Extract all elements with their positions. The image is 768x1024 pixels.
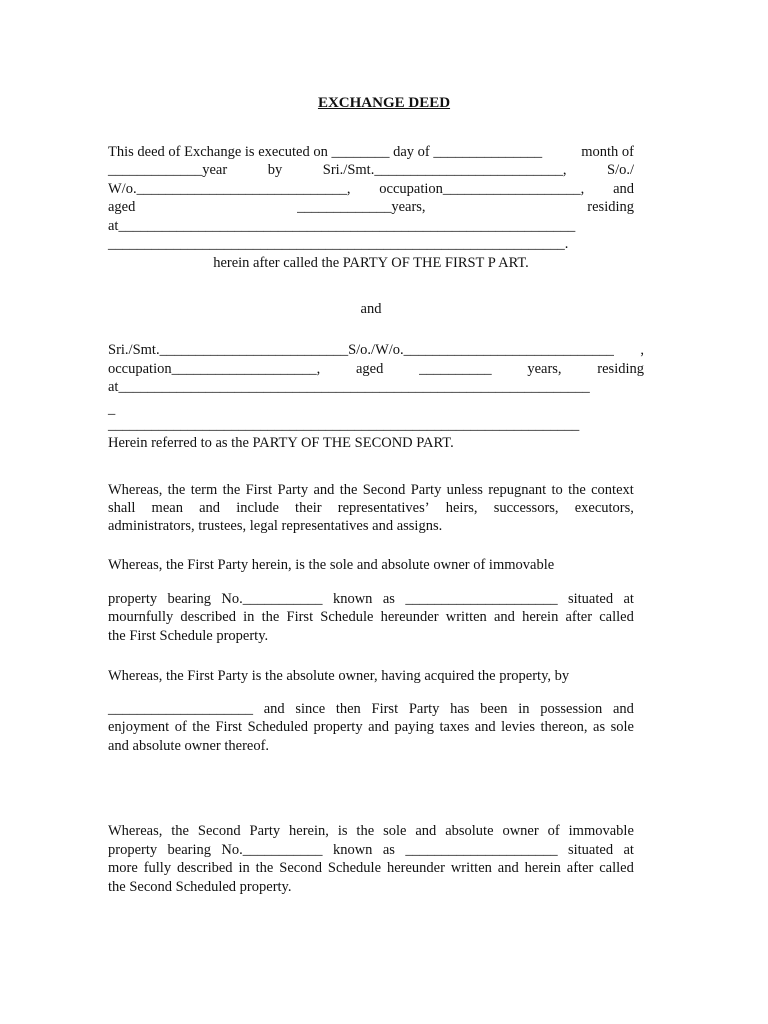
text-word: the xyxy=(339,482,358,498)
text-word: to xyxy=(551,482,563,498)
definition-line-2 xyxy=(108,499,634,517)
text-word: after xyxy=(565,609,593,625)
text-word: in xyxy=(238,860,250,876)
second-party-line-5: _________________________________________________________________ xyxy=(108,417,580,433)
second-owner-line-4: the Second Scheduled property. xyxy=(108,879,292,895)
text-word: Second xyxy=(197,823,241,839)
text-word: sole xyxy=(610,719,634,735)
text-word: and xyxy=(415,823,437,839)
text-word: called xyxy=(599,609,634,625)
text-word: Party xyxy=(277,482,309,498)
text-word: written xyxy=(445,609,487,625)
text-word: mean xyxy=(151,500,183,516)
text-word: absolute xyxy=(445,823,494,839)
text-word: herein, xyxy=(289,823,329,839)
first-property-line-3: the First Schedule property. xyxy=(108,628,269,644)
text-word: Party xyxy=(249,823,281,839)
text-word: called xyxy=(599,860,634,876)
text-word: situated xyxy=(567,591,614,607)
text-word: aged xyxy=(355,361,384,377)
text-word: has xyxy=(450,701,470,717)
second-owner-line-1 xyxy=(108,822,634,840)
text-word: property xyxy=(313,719,363,735)
text-word: is xyxy=(337,823,348,839)
text-word: herein xyxy=(524,860,561,876)
text-word: Sri./Smt.__________________________, xyxy=(322,162,567,178)
text-word: of xyxy=(547,823,560,839)
text-word: shall xyxy=(108,500,136,516)
text-word: successors, xyxy=(493,500,559,516)
text-word: occupation___________________, xyxy=(379,181,585,197)
text-word: __________ xyxy=(419,361,492,377)
text-word: and xyxy=(474,719,496,735)
text-word: _____________________ xyxy=(405,842,558,858)
text-word: herein xyxy=(522,609,559,625)
text-word: the xyxy=(261,609,280,625)
text-word: taxes xyxy=(439,719,470,735)
first-party-line-1 xyxy=(108,143,634,161)
second-owner-line-2 xyxy=(108,841,634,859)
text-word: property xyxy=(108,591,158,607)
text-word: and xyxy=(263,701,285,717)
text-word: and xyxy=(613,181,634,197)
text-word: hereunder xyxy=(386,860,445,876)
text-word: owner xyxy=(502,823,539,839)
text-word: Schedule xyxy=(320,609,374,625)
text-word: property xyxy=(108,842,158,858)
text-word: since xyxy=(295,701,326,717)
text-word: at xyxy=(623,591,634,607)
text-word: then xyxy=(335,701,361,717)
second-party-label: Herein referred to as the PARTY OF THE SECOND PART. xyxy=(108,435,454,451)
possession-line-3: and absolute owner thereof. xyxy=(108,738,270,754)
first-party-label: herein after called the PARTY OF THE FIRST P ART. xyxy=(213,255,529,271)
text-word: S/o./ xyxy=(607,162,634,178)
definition-line-1 xyxy=(108,481,634,499)
text-word: unless xyxy=(446,482,483,498)
second-party-line-3: at_________________________________________________________________ xyxy=(108,379,590,395)
text-word: _____________________ xyxy=(405,591,558,607)
first-owner-paragraph: Whereas, the First Party herein, is the sole and absolute owner of immovable xyxy=(108,557,555,573)
text-word: levies xyxy=(501,719,535,735)
first-property-line-1 xyxy=(108,590,634,608)
text-word: more xyxy=(108,860,138,876)
second-party-line-1 xyxy=(108,341,644,359)
text-word: First xyxy=(245,482,273,498)
text-word: the xyxy=(167,482,186,498)
text-word: in xyxy=(518,701,530,717)
text-word: been xyxy=(480,701,508,717)
acquired-paragraph: Whereas, the First Party is the absolute owner, having acquired the property, by xyxy=(108,668,570,684)
text-word: bearing xyxy=(167,591,212,607)
text-word: Schedule xyxy=(327,860,382,876)
first-party-line-6: _______________________________________________________________. xyxy=(108,236,569,252)
and-label: and xyxy=(360,301,382,317)
text-word: the xyxy=(222,482,241,498)
text-word: First xyxy=(286,609,314,625)
text-word: and xyxy=(313,482,335,498)
text-word: their xyxy=(295,500,322,516)
text-word: described xyxy=(180,609,236,625)
text-word: the xyxy=(356,823,375,839)
text-word: heirs, xyxy=(445,500,478,516)
text-word: term xyxy=(190,482,218,498)
text-word: and xyxy=(199,500,221,516)
text-word: Party xyxy=(410,482,442,498)
text-word: occupation____________________, xyxy=(108,361,321,377)
text-word: First xyxy=(215,719,243,735)
text-word: known xyxy=(332,842,373,858)
text-word: thereon, xyxy=(540,719,588,735)
text-word: as xyxy=(593,719,606,735)
text-word: fully xyxy=(143,860,172,876)
text-word: include xyxy=(236,500,279,516)
text-word: mournfully xyxy=(108,609,174,625)
text-word: and xyxy=(368,719,389,735)
text-word: the xyxy=(568,482,586,498)
definition-line-3: administrators, trustees, legal representatives and assigns. xyxy=(108,518,443,534)
text-word: sole xyxy=(383,823,407,839)
possession-line-1 xyxy=(108,700,634,718)
text-word: ____________________ xyxy=(108,701,253,717)
first-party-line-5: at_______________________________________________________________ xyxy=(108,218,576,234)
text-word: residing xyxy=(587,199,634,215)
text-word: No.___________ xyxy=(221,842,323,858)
text-word: , xyxy=(640,342,644,358)
first-party-line-4 xyxy=(108,198,634,216)
text-word: enjoyment xyxy=(108,719,170,735)
text-word: the xyxy=(255,860,274,876)
text-word: Second xyxy=(279,860,322,876)
first-property-line-2 xyxy=(108,608,634,626)
text-word: years, xyxy=(527,361,562,377)
text-word: of xyxy=(174,719,187,735)
text-word: in xyxy=(243,609,255,625)
text-word: W/o._____________________________, xyxy=(108,181,351,197)
text-word: situated xyxy=(567,842,614,858)
text-word: residing xyxy=(597,361,644,377)
text-word: Scheduled xyxy=(247,719,308,735)
text-word: the xyxy=(171,823,189,839)
text-word: immovable xyxy=(568,823,634,839)
text-word: Party xyxy=(408,701,440,717)
text-word: as xyxy=(382,842,395,858)
text-word: bearing xyxy=(167,842,212,858)
text-word: month of xyxy=(581,144,634,160)
text-word: This deed of Exchange is executed on ________ day of _______________ xyxy=(108,144,543,160)
text-word: repugnant xyxy=(488,482,547,498)
possession-line-2 xyxy=(108,718,634,736)
first-party-line-2 xyxy=(108,161,634,179)
text-word: by xyxy=(267,162,283,178)
text-word: Sri./Smt.__________________________S/o./W/o._____________________________ xyxy=(108,342,614,358)
second-owner-line-3 xyxy=(108,859,634,877)
text-word: hereunder xyxy=(380,609,439,625)
text-word: Whereas, xyxy=(108,482,163,498)
text-word: First xyxy=(371,701,399,717)
text-word: representatives’ xyxy=(337,500,430,516)
text-word: Second xyxy=(362,482,406,498)
text-word: at xyxy=(623,842,634,858)
text-word: after xyxy=(566,860,594,876)
text-word: aged xyxy=(108,199,136,215)
text-word: context xyxy=(591,482,634,498)
text-word: described xyxy=(177,860,233,876)
text-word: No.___________ xyxy=(221,591,323,607)
text-word: _____________years, xyxy=(297,199,426,215)
text-word: as xyxy=(382,591,395,607)
text-word: and xyxy=(612,701,634,717)
text-word: possession xyxy=(540,701,603,717)
text-word: executors, xyxy=(574,500,634,516)
text-word: _____________year xyxy=(108,162,228,178)
text-word: the xyxy=(192,719,210,735)
first-party-line-3 xyxy=(108,180,634,198)
text-word: and xyxy=(493,609,515,625)
text-word: written xyxy=(450,860,492,876)
second-party-line-4: _ xyxy=(108,401,116,417)
second-party-line-2 xyxy=(108,360,644,378)
document-title: EXCHANGE DEED xyxy=(317,95,451,111)
text-word: known xyxy=(332,591,373,607)
text-word: Whereas, xyxy=(108,823,163,839)
text-word: and xyxy=(497,860,519,876)
text-word: paying xyxy=(394,719,434,735)
